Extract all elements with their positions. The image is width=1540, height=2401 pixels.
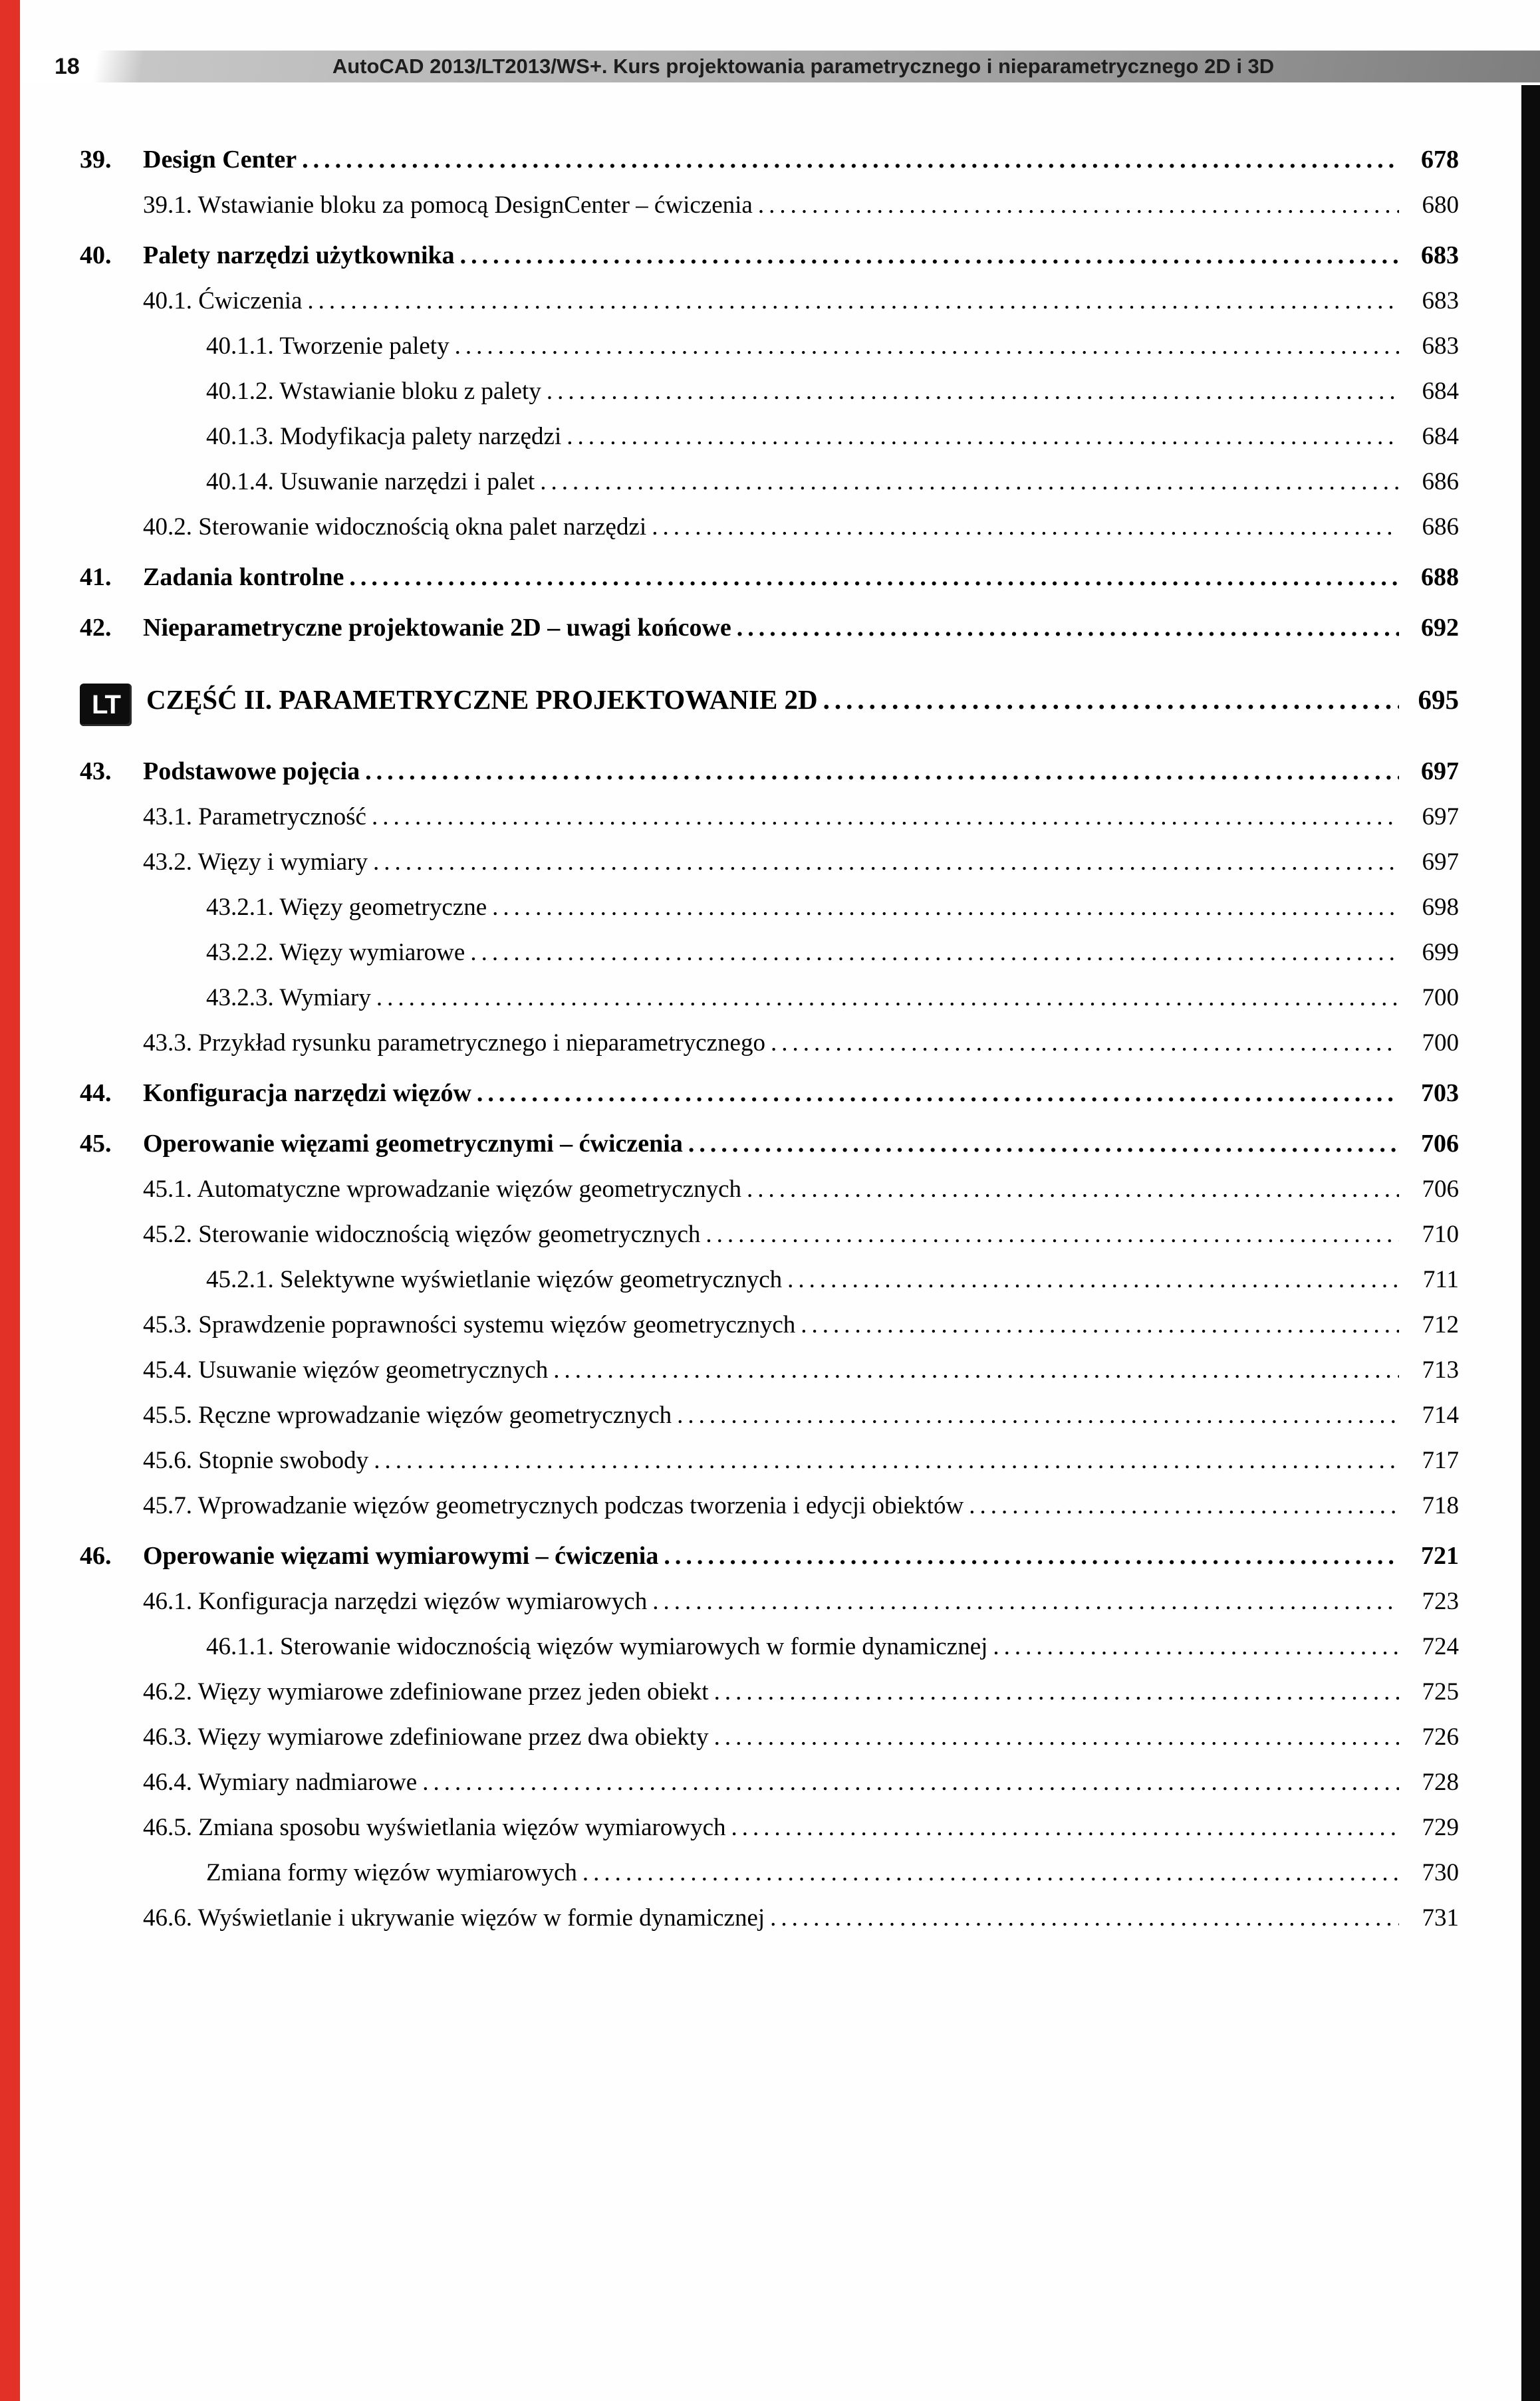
leader-dots bbox=[747, 1175, 1399, 1203]
toc-entry bbox=[80, 145, 1459, 174]
toc-entry-page: 721 bbox=[1421, 1542, 1459, 1570]
toc-entry bbox=[80, 467, 1459, 496]
toc-entry bbox=[80, 422, 1459, 451]
toc-entry-page: 713 bbox=[1422, 1356, 1459, 1384]
toc-entry-title: 43.2.3. Wymiary bbox=[206, 984, 371, 1011]
toc-entry-title: 45.1. Automatyczne wprowadzanie więzów geometrycznych bbox=[143, 1176, 741, 1203]
toc-entry-page: 697 bbox=[1422, 848, 1459, 876]
toc-entry bbox=[80, 938, 1459, 967]
toc-entry bbox=[80, 1220, 1459, 1249]
running-header bbox=[20, 51, 1540, 82]
leader-dots bbox=[349, 563, 1399, 592]
leader-dots bbox=[373, 848, 1399, 876]
toc-entry bbox=[80, 1265, 1459, 1294]
toc-entry-title: CZĘŚĆ II. PARAMETRYCZNE PROJEKTOWANIE 2D bbox=[146, 684, 818, 715]
toc-entry-title: 43.3. Przykład rysunku parametrycznego i nieparametrycznego bbox=[143, 1029, 765, 1057]
toc-entry-page: 678 bbox=[1421, 146, 1459, 174]
toc-entry-page: 686 bbox=[1422, 513, 1459, 541]
leader-dots bbox=[455, 332, 1399, 360]
toc-entry-page: 706 bbox=[1422, 1176, 1459, 1203]
toc-entry-number: 39. bbox=[80, 146, 112, 174]
leader-dots bbox=[787, 1265, 1399, 1294]
leader-dots bbox=[706, 1220, 1399, 1249]
leader-dots bbox=[582, 1858, 1399, 1887]
toc-entry bbox=[80, 1356, 1459, 1384]
autocad-lt-logo-icon: LT bbox=[80, 684, 132, 726]
toc-entry-page: 692 bbox=[1421, 614, 1459, 642]
toc-entry-title: 43.1. Parametryczność bbox=[143, 803, 366, 830]
toc-entry-title: 46.1.1. Sterowanie widocznością więzów wymiarowych w formie dynamicznej bbox=[206, 1633, 988, 1660]
toc-entry-page: 683 bbox=[1421, 241, 1459, 269]
leader-dots bbox=[460, 241, 1399, 270]
toc-entry-title: Palety narzędzi użytkownika bbox=[143, 241, 455, 269]
toc-entry bbox=[80, 893, 1459, 922]
toc-entry-page: 697 bbox=[1422, 803, 1459, 830]
toc-entry-page: 718 bbox=[1422, 1492, 1459, 1519]
toc-entry-title: Design Center bbox=[143, 146, 297, 174]
toc-entry bbox=[80, 1541, 1459, 1571]
toc-entry-title: 45.3. Sprawdzenie poprawności systemu więzów geometrycznych bbox=[143, 1311, 796, 1338]
toc-entry bbox=[80, 1446, 1459, 1475]
leader-dots bbox=[801, 1311, 1399, 1339]
toc-entry-page: 688 bbox=[1421, 563, 1459, 591]
toc-entry-title: 45.2.1. Selektywne wyświetlanie więzów geometrycznych bbox=[206, 1266, 783, 1293]
leader-dots bbox=[567, 422, 1399, 451]
toc-entry-page: 686 bbox=[1422, 468, 1459, 495]
toc-entry-title: 46.5. Zmiana sposobu wyświetlania więzów wymiarowych bbox=[143, 1814, 726, 1841]
toc-entry bbox=[80, 613, 1459, 642]
leader-dots bbox=[365, 757, 1399, 786]
toc-entry-page: 726 bbox=[1422, 1723, 1459, 1751]
leader-dots bbox=[731, 1813, 1399, 1842]
leader-dots bbox=[547, 377, 1399, 406]
toc-entry bbox=[80, 1311, 1459, 1339]
toc-entry bbox=[80, 241, 1459, 270]
toc-entry-title: 40.1.1. Tworzenie palety bbox=[206, 332, 449, 360]
page-number: 18 bbox=[55, 53, 80, 79]
toc-entry-title: Konfiguracja narzędzi więzów bbox=[143, 1079, 471, 1107]
toc-entry-page: 695 bbox=[1418, 684, 1459, 715]
toc-entry-title: Podstawowe pojęcia bbox=[143, 757, 360, 785]
toc-entry-number: 46. bbox=[80, 1542, 112, 1570]
toc-entry bbox=[80, 513, 1459, 541]
toc-entry bbox=[80, 1587, 1459, 1616]
toc-entry-page: 698 bbox=[1422, 894, 1459, 921]
toc-entry-title: 43.2. Więzy i wymiary bbox=[143, 848, 368, 876]
toc-entry-title: 45.4. Usuwanie więzów geometrycznych bbox=[143, 1356, 549, 1384]
toc-entry bbox=[80, 1078, 1459, 1108]
toc-entry bbox=[80, 377, 1459, 406]
toc-entry-title: Zmiana formy więzów wymiarowych bbox=[206, 1859, 577, 1886]
leader-dots bbox=[422, 1768, 1399, 1797]
toc-entry bbox=[80, 563, 1459, 592]
toc-entry-title: Nieparametryczne projektowanie 2D – uwagi końcowe bbox=[143, 614, 731, 642]
leader-dots bbox=[688, 1129, 1399, 1158]
leader-dots bbox=[771, 1029, 1399, 1057]
toc-entry-page: 699 bbox=[1422, 939, 1459, 966]
leader-dots bbox=[470, 938, 1399, 967]
toc-entry bbox=[80, 1491, 1459, 1520]
toc-entry-title: 40.1. Ćwiczenia bbox=[143, 287, 303, 315]
toc-entry-page: 703 bbox=[1421, 1079, 1459, 1107]
leader-dots bbox=[714, 1678, 1399, 1706]
toc-entry bbox=[80, 1678, 1459, 1706]
toc-entry-title: 45.6. Stopnie swobody bbox=[143, 1447, 369, 1474]
leader-dots bbox=[553, 1356, 1399, 1384]
toc-entry-title: 40.1.3. Modyfikacja palety narzędzi bbox=[206, 423, 562, 450]
toc-entry-page: 700 bbox=[1422, 984, 1459, 1011]
toc-entry-page: 700 bbox=[1422, 1029, 1459, 1057]
left-edge-stripe bbox=[0, 0, 20, 2401]
toc-entry-page: 684 bbox=[1422, 378, 1459, 405]
toc-entry-title: 40.1.2. Wstawianie bloku z palety bbox=[206, 378, 541, 405]
toc-entry-page: 711 bbox=[1422, 1266, 1459, 1293]
toc-entry-title: 45.7. Wprowadzanie więzów geometrycznych podczas tworzenia i edycji obiektów bbox=[143, 1492, 964, 1519]
toc-entry bbox=[80, 803, 1459, 831]
toc-entry bbox=[80, 1904, 1459, 1932]
toc-entry bbox=[80, 1401, 1459, 1430]
toc-entry-title: 43.2.1. Więzy geometryczne bbox=[206, 894, 487, 921]
toc-entry-title: 45.5. Ręczne wprowadzanie więzów geometrycznych bbox=[143, 1402, 672, 1429]
leader-dots bbox=[374, 1446, 1399, 1475]
toc-entry bbox=[80, 1813, 1459, 1842]
toc-entry bbox=[80, 1768, 1459, 1797]
right-edge-stripe bbox=[1521, 85, 1540, 2401]
leader-dots bbox=[770, 1904, 1399, 1932]
toc-entry-title: 46.1. Konfiguracja narzędzi więzów wymiarowych bbox=[143, 1588, 648, 1615]
leader-dots bbox=[652, 1587, 1399, 1616]
toc-entry-title: 45.2. Sterowanie widocznością więzów geometrycznych bbox=[143, 1221, 701, 1248]
leader-dots bbox=[307, 287, 1399, 315]
toc-entry-title: 46.4. Wymiary nadmiarowe bbox=[143, 1769, 418, 1796]
toc-entry-title: Operowanie więzami wymiarowymi – ćwiczenia bbox=[143, 1542, 659, 1570]
toc-entry bbox=[80, 191, 1459, 219]
toc-entry-title: 40.2. Sterowanie widocznością okna palet narzędzi bbox=[143, 513, 647, 541]
toc-entry-page: 712 bbox=[1422, 1311, 1459, 1338]
toc-entry-number: 40. bbox=[80, 241, 112, 269]
toc-entry-page: 724 bbox=[1422, 1633, 1459, 1660]
leader-dots bbox=[302, 145, 1399, 174]
toc-entry-page: 706 bbox=[1421, 1130, 1459, 1158]
toc-entry-page: 728 bbox=[1422, 1769, 1459, 1796]
toc-part-entry bbox=[80, 684, 1459, 726]
toc-entry-page: 680 bbox=[1422, 191, 1459, 219]
toc-entry-page: 729 bbox=[1422, 1814, 1459, 1841]
toc-entry-number: 43. bbox=[80, 757, 112, 785]
toc-entry-page: 710 bbox=[1422, 1221, 1459, 1248]
table-of-contents bbox=[80, 124, 1459, 1949]
leader-dots bbox=[372, 803, 1399, 831]
leader-dots bbox=[993, 1632, 1399, 1661]
toc-entry-page: 725 bbox=[1422, 1678, 1459, 1706]
toc-entry-page: 730 bbox=[1422, 1859, 1459, 1886]
toc-entry bbox=[80, 332, 1459, 360]
toc-entry-title: 46.3. Więzy wymiarowe zdefiniowane przez dwa obiekty bbox=[143, 1723, 709, 1751]
leader-dots bbox=[540, 467, 1399, 496]
toc-entry-number: 42. bbox=[80, 614, 112, 642]
toc-entry-title: 43.2.2. Więzy wymiarowe bbox=[206, 939, 465, 966]
toc-entry-title: Zadania kontrolne bbox=[143, 563, 344, 591]
leader-dots bbox=[823, 684, 1399, 715]
toc-entry-number: 41. bbox=[80, 563, 112, 591]
toc-entry-page: 697 bbox=[1421, 757, 1459, 785]
toc-entry bbox=[80, 1029, 1459, 1057]
leader-dots bbox=[737, 613, 1399, 642]
toc-entry bbox=[80, 848, 1459, 876]
leader-dots bbox=[492, 893, 1399, 922]
leader-dots bbox=[758, 191, 1399, 219]
toc-entry bbox=[80, 1129, 1459, 1158]
toc-entry bbox=[80, 1175, 1459, 1203]
toc-entry bbox=[80, 1723, 1459, 1751]
running-header-title: AutoCAD 2013/LT2013/WS+. Kurs projektowania parametrycznego i nieparametrycznego 2D i 3D bbox=[332, 55, 1275, 78]
toc-entry-title: Operowanie więzami geometrycznymi – ćwiczenia bbox=[143, 1130, 683, 1158]
toc-entry-title: 46.2. Więzy wymiarowe zdefiniowane przez jeden obiekt bbox=[143, 1678, 709, 1706]
leader-dots bbox=[714, 1723, 1399, 1751]
leader-dots bbox=[477, 1078, 1399, 1108]
toc-entry bbox=[80, 287, 1459, 315]
toc-entry-title: 46.6. Wyświetlanie i ukrywanie więzów w formie dynamicznej bbox=[143, 1904, 765, 1932]
toc-entry-number: 45. bbox=[80, 1130, 112, 1158]
leader-dots bbox=[677, 1401, 1399, 1430]
leader-dots bbox=[664, 1541, 1399, 1571]
toc-entry-page: 717 bbox=[1422, 1447, 1459, 1474]
toc-entry-title: 40.1.4. Usuwanie narzędzi i palet bbox=[206, 468, 535, 495]
toc-entry-number: 44. bbox=[80, 1079, 112, 1107]
toc-entry bbox=[80, 1858, 1459, 1887]
toc-entry-page: 731 bbox=[1422, 1904, 1459, 1932]
toc-entry-page: 684 bbox=[1422, 423, 1459, 450]
leader-dots bbox=[652, 513, 1399, 541]
toc-entry-page: 723 bbox=[1422, 1588, 1459, 1615]
toc-entry-page: 683 bbox=[1422, 332, 1459, 360]
toc-entry-page: 714 bbox=[1422, 1402, 1459, 1429]
toc-entry bbox=[80, 757, 1459, 786]
leader-dots bbox=[376, 983, 1399, 1012]
toc-entry bbox=[80, 983, 1459, 1012]
toc-entry-page: 683 bbox=[1422, 287, 1459, 315]
toc-entry-title: 39.1. Wstawianie bloku za pomocą DesignCenter – ćwiczenia bbox=[143, 191, 753, 219]
toc-entry bbox=[80, 1632, 1459, 1661]
leader-dots bbox=[969, 1491, 1399, 1520]
